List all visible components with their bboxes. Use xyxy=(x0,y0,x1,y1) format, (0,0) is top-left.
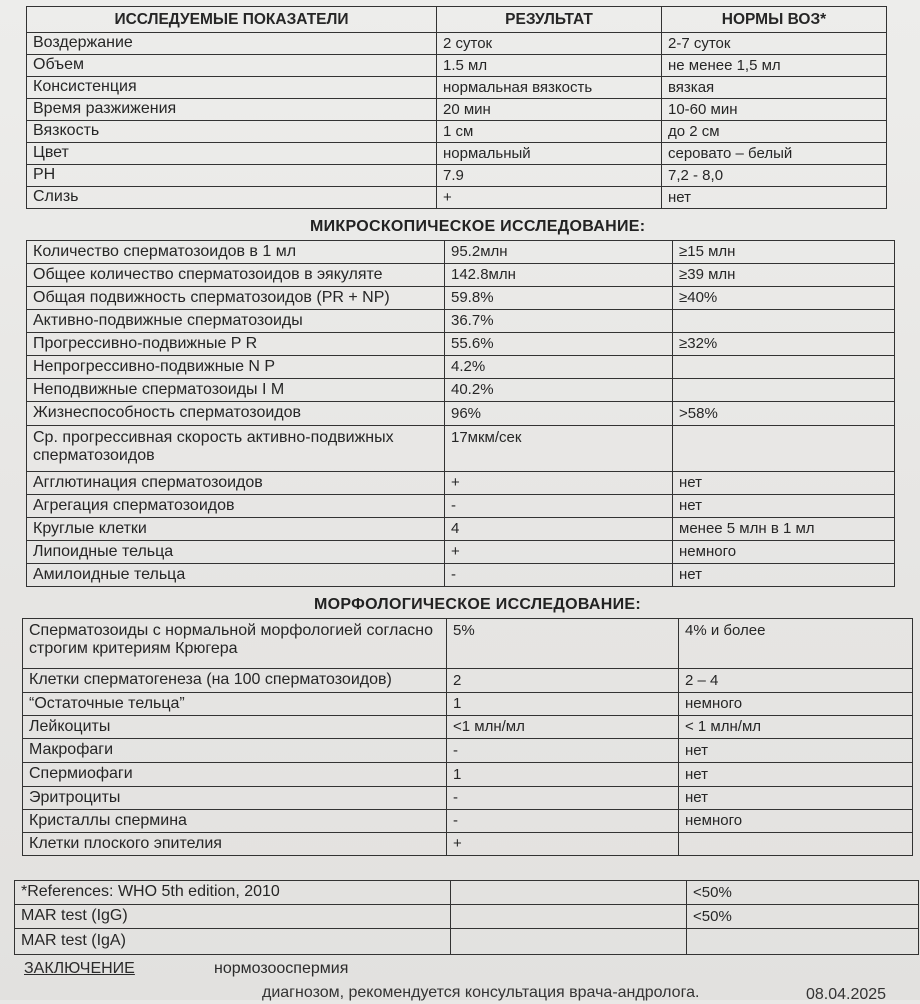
result-cell: 4.2% xyxy=(445,356,673,379)
norm-cell xyxy=(673,310,895,333)
norm-cell: нет xyxy=(673,472,895,495)
result-cell: 142.8млн xyxy=(445,264,673,287)
table-row xyxy=(23,833,913,856)
norm-cell xyxy=(673,379,895,402)
parameter-cell: Количество сперматозоидов в 1 мл xyxy=(27,241,445,264)
norm-cell: немного xyxy=(679,693,913,716)
norm-cell: <50% xyxy=(687,905,919,929)
parameter-cell: Клетки сперматогенеза (на 100 сперматозоидов) xyxy=(23,669,447,693)
result-cell: 95.2млн xyxy=(445,241,673,264)
norm-cell xyxy=(673,356,895,379)
result-cell: - xyxy=(445,495,673,518)
table-row xyxy=(27,333,895,356)
norm-cell: ≥40% xyxy=(673,287,895,310)
result-cell: 7.9 xyxy=(437,165,662,187)
result-cell: - xyxy=(447,787,679,810)
table-row xyxy=(23,739,913,763)
parameter-cell: Клетки плоского эпителия xyxy=(23,833,447,856)
parameter-cell: Макрофаги xyxy=(23,739,447,763)
norm-cell: серовато – белый xyxy=(662,143,887,165)
physical-parameters-table xyxy=(26,6,887,209)
norm-cell: нет xyxy=(662,187,887,209)
norm-cell: вязкая xyxy=(662,77,887,99)
norm-cell xyxy=(687,929,919,955)
result-cell: + xyxy=(445,541,673,564)
table-row xyxy=(23,619,913,669)
table-row xyxy=(27,77,887,99)
norm-cell: 2 – 4 xyxy=(679,669,913,693)
result-cell: 36.7% xyxy=(445,310,673,333)
parameter-cell: Ср. прогрессивная скорость активно-подвижных сперматозоидов xyxy=(27,426,445,472)
result-cell xyxy=(451,905,687,929)
result-cell: + xyxy=(447,833,679,856)
table-row xyxy=(27,287,895,310)
parameter-cell: Консистенция xyxy=(27,77,437,99)
norm-cell: 2-7 суток xyxy=(662,33,887,55)
result-cell: 1 см xyxy=(437,121,662,143)
norm-cell: нет xyxy=(679,739,913,763)
parameter-cell: Непрогрессивно-подвижные N P xyxy=(27,356,445,379)
norm-cell xyxy=(673,426,895,472)
norm-cell: не менее 1,5 мл xyxy=(662,55,887,77)
parameter-cell: Лейкоциты xyxy=(23,716,447,739)
result-cell: 5% xyxy=(447,619,679,669)
microscopic-table xyxy=(26,240,895,587)
parameter-cell: Амилоидные тельца xyxy=(27,564,445,587)
norm-cell: нет xyxy=(673,564,895,587)
result-cell: нормальная вязкость xyxy=(437,77,662,99)
table-row xyxy=(23,763,913,787)
table-header-row xyxy=(27,7,887,33)
table-row xyxy=(23,810,913,833)
norm-cell xyxy=(679,833,913,856)
parameter-cell: Эритроциты xyxy=(23,787,447,810)
table-row xyxy=(27,264,895,287)
result-cell: 2 xyxy=(447,669,679,693)
parameter-cell: Время разжижения xyxy=(27,99,437,121)
column-header-parameters: ИССЛЕДУЕМЫЕ ПОКАЗАТЕЛИ xyxy=(27,7,437,33)
table-row xyxy=(23,693,913,716)
parameter-cell: *References: WHO 5th edition, 2010 xyxy=(15,881,451,905)
norm-cell: 10-60 мин xyxy=(662,99,887,121)
parameter-cell: Прогрессивно-подвижные P R xyxy=(27,333,445,356)
table-row xyxy=(27,121,887,143)
result-cell: <1 млн/мл xyxy=(447,716,679,739)
table-row xyxy=(27,356,895,379)
morphological-table xyxy=(22,618,913,856)
mar-test-table xyxy=(14,880,919,955)
parameter-cell: Объем xyxy=(27,55,437,77)
result-cell: 40.2% xyxy=(445,379,673,402)
table-row xyxy=(27,472,895,495)
table-row xyxy=(27,495,895,518)
norm-cell: до 2 см xyxy=(662,121,887,143)
norm-cell: < 1 млн/мл xyxy=(679,716,913,739)
norm-cell: ≥39 млн xyxy=(673,264,895,287)
table-row xyxy=(27,564,895,587)
result-cell: 1 xyxy=(447,693,679,716)
table-row xyxy=(27,165,887,187)
result-cell: 4 xyxy=(445,518,673,541)
result-cell: 1 xyxy=(447,763,679,787)
table-row xyxy=(27,55,887,77)
result-cell: + xyxy=(437,187,662,209)
norm-cell: немного xyxy=(679,810,913,833)
table-row xyxy=(27,518,895,541)
table-row xyxy=(23,716,913,739)
result-cell: - xyxy=(447,810,679,833)
result-cell: нормальный xyxy=(437,143,662,165)
parameter-cell: Кристаллы спермина xyxy=(23,810,447,833)
table-row xyxy=(27,402,895,426)
parameter-cell: Цвет xyxy=(27,143,437,165)
norm-cell: немного xyxy=(673,541,895,564)
table-row xyxy=(27,379,895,402)
norm-cell: нет xyxy=(679,763,913,787)
column-header-result: РЕЗУЛЬТАТ xyxy=(437,7,662,33)
parameter-cell: Липоидные тельца xyxy=(27,541,445,564)
parameter-cell: MAR test (IgA) xyxy=(15,929,451,955)
table-row xyxy=(15,905,919,929)
microscopic-section-title: МИКРОСКОПИЧЕСКОЕ ИССЛЕДОВАНИЕ: xyxy=(310,218,646,235)
norm-cell: менее 5 млн в 1 мл xyxy=(673,518,895,541)
parameter-cell: Спермиофаги xyxy=(23,763,447,787)
result-cell: 96% xyxy=(445,402,673,426)
parameter-cell: Общая подвижность сперматозоидов (PR + NP) xyxy=(27,287,445,310)
parameter-cell: Общее количество сперматозоидов в эякуляте xyxy=(27,264,445,287)
table-row xyxy=(27,426,895,472)
parameter-cell: Агрегация сперматозоидов xyxy=(27,495,445,518)
result-cell: - xyxy=(447,739,679,763)
result-cell: 17мкм/сек xyxy=(445,426,673,472)
parameter-cell: Вязкость xyxy=(27,121,437,143)
parameter-cell: “Остаточные тельца” xyxy=(23,693,447,716)
parameter-cell: Жизнеспособность сперматозоидов xyxy=(27,402,445,426)
parameter-cell: Неподвижные сперматозоиды I M xyxy=(27,379,445,402)
conclusion-label: ЗАКЛЮЧЕНИЕ xyxy=(24,960,135,977)
conclusion-row xyxy=(24,960,349,978)
result-cell: - xyxy=(445,564,673,587)
norm-cell: >58% xyxy=(673,402,895,426)
parameter-cell: PH xyxy=(27,165,437,187)
norm-cell: ≥32% xyxy=(673,333,895,356)
norm-cell: нет xyxy=(679,787,913,810)
parameter-cell: Сперматозоиды с нормальной морфологией согласно строгим критериям Крюгера xyxy=(23,619,447,669)
table-row xyxy=(27,143,887,165)
recommendation-note: диагнозом, рекомендуется консультация врача-андролога. xyxy=(262,984,700,1001)
table-row xyxy=(27,99,887,121)
norm-cell: <50% xyxy=(687,881,919,905)
parameter-cell: Воздержание xyxy=(27,33,437,55)
table-row xyxy=(27,541,895,564)
table-row xyxy=(27,310,895,333)
result-cell: 55.6% xyxy=(445,333,673,356)
result-cell xyxy=(451,929,687,955)
parameter-cell: MAR test (IgG) xyxy=(15,905,451,929)
norm-cell: 4% и более xyxy=(679,619,913,669)
table-row xyxy=(27,187,887,209)
table-row xyxy=(15,929,919,955)
table-row xyxy=(27,33,887,55)
morphological-section-title: МОРФОЛОГИЧЕСКОЕ ИССЛЕДОВАНИЕ: xyxy=(314,596,641,613)
norm-cell: ≥15 млн xyxy=(673,241,895,264)
table-row xyxy=(23,787,913,810)
parameter-cell: Активно-подвижные сперматозоиды xyxy=(27,310,445,333)
parameter-cell: Слизь xyxy=(27,187,437,209)
result-cell: 2 суток xyxy=(437,33,662,55)
conclusion-value: нормозооспермия xyxy=(214,960,349,977)
result-cell: 59.8% xyxy=(445,287,673,310)
report-date: 08.04.2025 xyxy=(806,986,887,1003)
result-cell: 1.5 мл xyxy=(437,55,662,77)
norm-cell: нет xyxy=(673,495,895,518)
table-row xyxy=(23,669,913,693)
parameter-cell: Агглютинация сперматозоидов xyxy=(27,472,445,495)
result-cell: + xyxy=(445,472,673,495)
result-cell: 20 мин xyxy=(437,99,662,121)
table-row xyxy=(15,881,919,905)
norm-cell: 7,2 - 8,0 xyxy=(662,165,887,187)
column-header-norms: НОРМЫ ВОЗ* xyxy=(662,7,887,33)
table-row xyxy=(27,241,895,264)
parameter-cell: Круглые клетки xyxy=(27,518,445,541)
result-cell xyxy=(451,881,687,905)
